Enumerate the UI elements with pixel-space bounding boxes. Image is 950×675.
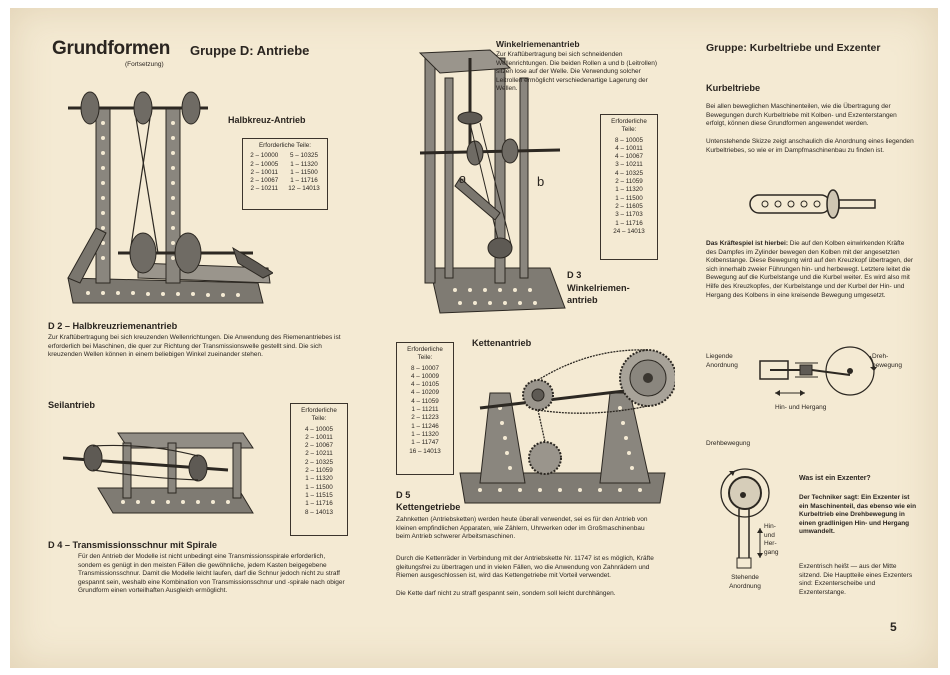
parts-entry: 2 – 11059 xyxy=(305,467,333,475)
parts-entry: 1 – 11716 xyxy=(615,219,643,227)
parts-title: Erforderliche Teile: xyxy=(301,407,337,423)
ketten-text-1: Zahnketten (Antriebsketten) werden heute überall verwendet, sei es für den Antrieb von kleinen empfindlichen Apparaten, wie Zählern, Uhrwerken oder im Großmaschinenbau beim Antrieb schwerer Arbeitsmaschinen. xyxy=(396,516,648,541)
kurbel-text-2: Untenstehende Skizze zeigt anschaulich die Anordnung eines liegenden Kurbeltriebes, so wie er im Dampfmaschinenbau zu finden ist. xyxy=(706,138,914,154)
seilantrieb-text: Für den Antrieb der Modelle ist nicht unbedingt eine Transmissionsspirale erforderlich, sondern es genügt in den meisten Fällen die gewöhnliche, jedem Kasten beigegebene Transmissionsschnur. Damit die Modelle leicht laufen, darf die Schnur jedoch nicht zu straff gespannt sein, weshalb eine Kombination von Transmissionsschnur und -spirale nach obiger Grundform einen vorteilhaften Ausgleich ermöglicht. xyxy=(78,553,345,595)
group-d-heading: Gruppe D: Antriebe xyxy=(190,43,310,58)
parts-entry: 1 – 11500 xyxy=(615,194,643,202)
parts-entry: 1 – 11320 xyxy=(615,186,643,194)
label-hin-line3: Her- xyxy=(764,540,777,548)
ketten-title: Kettenantrieb xyxy=(472,338,532,348)
parts-entry: 4 – 10011 xyxy=(615,144,643,152)
seilantrieb-caption: D 4 – Transmissionsschnur mit Spirale xyxy=(48,540,218,550)
parts-entry: 8 – 10005 xyxy=(614,136,643,144)
parts-entry: 1 – 11320 xyxy=(290,160,318,168)
continuation-note: (Fortsetzung) xyxy=(125,61,164,68)
ketten-model-photo xyxy=(450,333,675,508)
winkel-caption-line2: antrieb xyxy=(567,295,598,305)
parts-entry: 1 – 11747 xyxy=(411,439,439,447)
parts-column-right xyxy=(288,152,320,193)
ketten-parts-box xyxy=(396,342,454,475)
parts-entry: 2 – 10067 xyxy=(304,442,333,450)
parts-column xyxy=(294,426,344,517)
kurbel-title: Kurbeltriebe xyxy=(706,83,761,93)
parts-entry: 2 – 10011 xyxy=(305,433,333,441)
winkel-caption-line1: Winkelriemen- xyxy=(567,283,630,293)
parts-entry: 1 – 11500 xyxy=(305,483,333,491)
exzenter-text: Exzentrisch heißt — aus der Mitte sitzend. Die Hauptteile eines Exzenters sind: Exzenterscheibe und Exzenterstange. xyxy=(799,563,913,596)
label-hin-und-hergang: Hin- und Hergang xyxy=(775,404,827,411)
label-dreh-line1: Dreh- xyxy=(872,353,889,360)
parts-entry: 4 – 10325 xyxy=(614,169,643,177)
label-stehende-line1: Stehende xyxy=(731,574,759,581)
label-drehbewegung-short xyxy=(872,353,922,370)
exzenter-question: Was ist ein Exzenter? xyxy=(799,475,871,482)
label-dreh-line2: bewegung xyxy=(872,361,902,369)
parts-title: Erforderliche Teile: xyxy=(258,142,312,149)
parts-title: Erforderliche Teile: xyxy=(407,346,443,362)
label-stehende-line2: Anordnung xyxy=(729,582,761,590)
parts-entry: 4 – 10009 xyxy=(410,372,439,380)
page-number: 5 xyxy=(890,620,897,634)
parts-entry: 12 – 14013 xyxy=(288,185,320,193)
parts-entry: 4 – 11059 xyxy=(411,397,439,405)
parts-entry: 1 – 11500 xyxy=(290,168,318,176)
ketten-text-2: Durch die Kettenräder in Verbindung mit der Antriebskette Nr. 11747 ist es möglich, Kräfte gleitungsfrei zu übertragen und in vielen Fällen, wo die Anwendung von Zahnrädern und Riemen ausgeschlossen ist, wird das Kettengetriebe mit Vorteil verwendet. xyxy=(396,555,654,580)
parts-entry: 3 – 10211 xyxy=(615,161,643,169)
label-hin-line1: Hin- xyxy=(764,523,776,530)
halbkreuz-title: Halbkreuz-Antrieb xyxy=(228,115,306,125)
kurbel-group-title: Gruppe: Kurbeltriebe und Exzenter xyxy=(706,42,881,54)
parts-column xyxy=(400,365,450,456)
label-stehende-anordnung xyxy=(720,574,770,591)
parts-entry: 1 – 11716 xyxy=(305,500,333,508)
winkel-caption-id: D 3 xyxy=(567,270,582,280)
label-hin-line4: gang xyxy=(764,548,779,556)
halbkreuz-parts-box xyxy=(242,138,328,210)
label-drehbewegung: Drehbewegung xyxy=(706,440,751,447)
ketten-caption: Kettengetriebe xyxy=(396,502,461,512)
halbkreuz-caption: D 2 – Halbkreuzriemenantrieb xyxy=(48,321,178,331)
parts-entry: 4 – 10105 xyxy=(410,381,439,389)
parts-entry: 4 – 10209 xyxy=(410,389,439,397)
parts-entry: 4 – 10005 xyxy=(304,425,333,433)
parts-entry: 2 – 10325 xyxy=(304,458,333,466)
winkel-text: Zur Kraftübertragung bei sich schneidenden Wellenrichtungen. Die beiden Rollen a und b (Leitrollen) sitzen lose auf der Welle. Die Verwendung solcher Leitrollen ermöglicht verschiedenartige Lagerung der Wellen. xyxy=(496,51,658,93)
page-title: Grundformen xyxy=(52,38,171,59)
kurbel-text-3-bold: Das Kräftespiel ist hierbei: xyxy=(706,240,788,247)
parts-entry: 2 – 11223 xyxy=(411,414,439,422)
parts-entry: 1 – 11716 xyxy=(290,177,318,185)
parts-entry: 3 – 11703 xyxy=(615,211,643,219)
ketten-caption-id: D 5 xyxy=(396,490,411,500)
winkel-title: Winkelriemenantrieb xyxy=(496,39,580,49)
parts-entry: 2 – 11605 xyxy=(615,202,643,210)
parts-entry: 1 – 11211 xyxy=(411,406,439,414)
parts-entry: 1 – 11515 xyxy=(305,491,333,499)
parts-entry: 2 – 10011 xyxy=(250,168,279,176)
label-hin-line2: und xyxy=(764,531,775,539)
seilantrieb-model-photo xyxy=(58,418,263,528)
parts-entry: 1 – 11320 xyxy=(411,430,439,438)
parts-column xyxy=(604,137,654,237)
kurbel-text-1: Bei allen beweglichen Maschinenteilen, wie die Übertragung der Bewegungen durch Kurbeltriebe mit Kolben- und Exzenterstangen erfolgt, können diese Grundformen angewendet werden. xyxy=(706,103,897,128)
label-liegende-anordnung xyxy=(706,353,756,370)
parts-entry: 5 – 10325 xyxy=(290,152,319,160)
seilantrieb-title: Seilantrieb xyxy=(48,400,95,410)
parts-entry: 8 – 14013 xyxy=(304,508,333,516)
kurbel-rod-sketch xyxy=(745,183,880,228)
parts-entry: 2 – 11059 xyxy=(615,178,643,186)
parts-entry: 1 – 11246 xyxy=(411,422,439,430)
document-page xyxy=(10,8,938,668)
pulley-label-a: a xyxy=(459,171,467,186)
liegende-kurbeltrieb-diagram xyxy=(750,341,890,401)
parts-entry: 2 – 10211 xyxy=(305,450,333,458)
label-liegende-line2: Anordnung xyxy=(706,361,738,369)
kurbel-text-3 xyxy=(706,240,916,300)
parts-entry: 8 – 10007 xyxy=(410,364,439,372)
ketten-text-3: Die Kette darf nicht zu straff gespannt sein, sondern soll leicht durchhängen. xyxy=(396,590,616,597)
parts-entry: 1 – 11320 xyxy=(305,475,333,483)
parts-entry: 16 – 14013 xyxy=(409,447,441,455)
halbkreuz-model-photo xyxy=(58,78,273,318)
label-hin-und-her-gang xyxy=(764,523,794,557)
exzenter-text-bold: Der Techniker sagt: Ein Exzenter ist ein Maschinenteil, das ebenso wie ein Kurbeltrieb eine Drehbewegung in einen gradlinigen Hin- und Hergang umwandelt. xyxy=(799,494,917,536)
label-liegende-line1: Liegende xyxy=(706,353,733,360)
parts-entry: 24 – 14013 xyxy=(613,227,645,235)
kurbel-text-3-body: Die auf den Kolben einwirkenden Kräfte des Dampfes im Zylinder bewegen den Kolben mit der angesetzten Kolbenstange. Diese Bewegung wird auf den Kreuzkopf übertragen, der sich innerhalb zweier Führungen hin- und herbewegt. Letztere leitet die Bewegung auf die Kurbelstange und die Kurbel weiter. Es wird also mit Hilfe des Kreuzkopfes, der Kurbelstange und der Kurbel der Hin- und Hergang des Kolbens in eine kreisende Bewegung umgesetzt. xyxy=(706,240,914,299)
pulley-label-b: b xyxy=(537,174,545,189)
winkel-parts-box xyxy=(600,114,658,260)
parts-entry: 2 – 10067 xyxy=(250,177,279,185)
parts-entry: 2 – 10005 xyxy=(250,160,279,168)
halbkreuz-text: Zur Kraftübertragung bei sich kreuzenden Wellenrichtungen. Die Anwendung des Riemenantriebes ist erforderlich bei Maschinen, die quer zur Richtung der Transmissionswelle gestellt sind. Die sich kreuzenden Wellen können in einem beliebigen Winkel zueinander stehen. xyxy=(48,334,341,359)
parts-entry: 2 – 10000 xyxy=(250,152,279,160)
parts-column-left xyxy=(250,152,278,193)
parts-entry: 4 – 10067 xyxy=(614,153,643,161)
parts-title: Erforderliche Teile: xyxy=(611,118,647,134)
seilantrieb-parts-box xyxy=(290,403,348,536)
parts-entry: 2 – 10211 xyxy=(250,185,279,193)
